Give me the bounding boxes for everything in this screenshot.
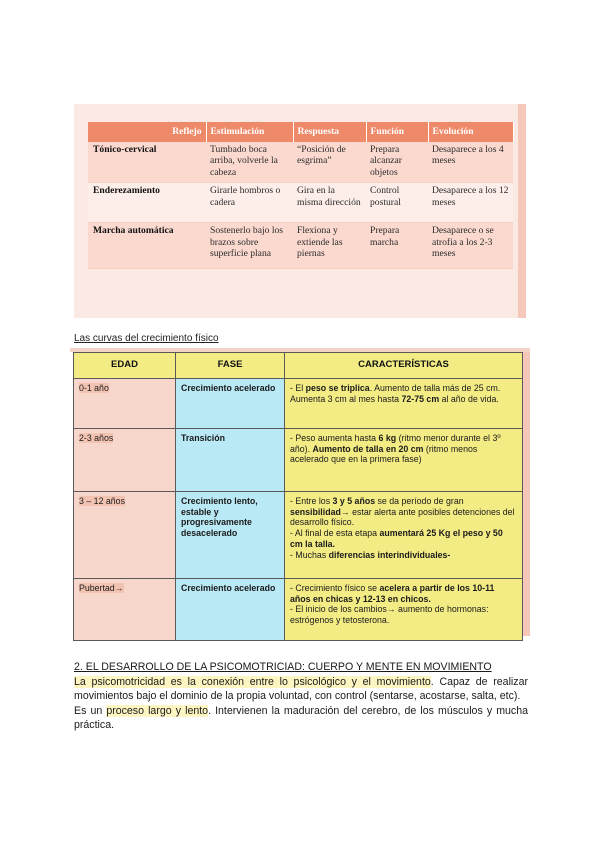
paragraph-text: . Intervienen la maduración del cerebro, de los músculos y mucha práctica. — [74, 704, 528, 732]
paragraph-2 — [74, 704, 528, 733]
growth-characteristics-cell — [285, 492, 523, 579]
growth-row — [74, 579, 523, 641]
bold-text: peso se triplica — [305, 383, 370, 393]
reflex-cell: Enderezamiento — [88, 183, 206, 223]
growth-characteristics-cell — [285, 429, 523, 492]
reflex-cell: Prepara alcanzar objetos — [366, 142, 428, 183]
cell-text: - Crecimiento físico se — [290, 583, 380, 593]
growth-age-cell — [74, 379, 176, 429]
psychomotricity-section — [74, 660, 528, 733]
reflex-header-row — [88, 122, 513, 142]
cell-text: . Aumento de talla más de 25 cm. Aumenta 3 cm al mes hasta — [290, 383, 501, 404]
paragraph-1 — [74, 675, 528, 704]
growth-header-row — [74, 353, 523, 379]
growth-characteristics-cell — [285, 579, 523, 641]
reflex-cell: Prepara marcha — [366, 223, 428, 269]
reflex-row — [88, 142, 513, 183]
growth-header-cell: FASE — [176, 353, 285, 379]
highlighted-text: proceso largo y lento — [106, 704, 209, 717]
growth-table-image — [70, 348, 530, 640]
bold-text: aumentará 25 Kg el peso y 50 cm la talla. — [290, 528, 503, 549]
cell-text: - Al final de esta etapa — [290, 528, 380, 539]
bold-text: acelera a partir de los 10-11 años en chicas y 12-13 en chicos. — [290, 583, 495, 604]
growth-phase-cell: Crecimiento acelerado — [176, 579, 285, 641]
growth-age-text: 2-3 años — [79, 433, 114, 443]
growth-age-text: Pubertad→ — [79, 583, 124, 593]
cell-text: al año de vida. — [439, 393, 499, 404]
reflex-cell: Flexiona y extiende las piernas — [293, 223, 366, 269]
growth-row — [74, 429, 523, 492]
reflex-header-cell: Evolución — [428, 122, 513, 142]
reflex-cell: Tumbado boca arriba, volverle la cabeza — [206, 142, 293, 183]
growth-age-text: 3 – 12 años — [79, 496, 125, 506]
growth-table — [73, 352, 523, 641]
bold-text: 6 kg — [378, 433, 397, 443]
reflex-row — [88, 223, 513, 269]
reflex-cell: Desaparece a los 4 meses — [428, 142, 513, 183]
growth-phase-cell: Crecimiento acelerado — [176, 379, 285, 429]
highlighted-text: La psicomotricidad es la conexión entre lo psicológico y el movimiento — [74, 675, 431, 688]
reflex-header-cell: Reflejo — [88, 122, 206, 142]
reflex-row — [88, 183, 513, 223]
cell-text: → estar alerta ante posibles detenciones del desarrollo físico. — [290, 506, 515, 528]
growth-row — [74, 492, 523, 579]
bold-text: diferencias interindividuales- — [328, 549, 451, 560]
reflex-cell: Marcha automática — [88, 223, 206, 269]
cell-text: - Entre los — [290, 496, 333, 506]
growth-age-cell — [74, 579, 176, 641]
cell-text: (ritmo menor durante el 3º año). — [290, 433, 501, 454]
reflex-cell: Desaparece o se atrofia a los 2-3 meses — [428, 223, 513, 269]
reflex-cell: Tónico-cervical — [88, 142, 206, 183]
reflex-table — [88, 122, 514, 269]
reflex-cell: Sostenerlo bajo los brazos sobre superficie plana — [206, 223, 293, 269]
bold-text: 3 y 5 años — [332, 496, 376, 506]
growth-header-cell: CARACTERÍSTICAS — [285, 353, 523, 379]
cell-text: (ritmo menos acelerado que en la primera fase) — [290, 443, 478, 465]
bold-text: Aumento de talla en 20 cm — [312, 443, 424, 454]
growth-row — [74, 379, 523, 429]
cell-text: - El — [290, 383, 306, 393]
reflex-header-cell: Estimulación — [206, 122, 293, 142]
cell-text: - Muchas — [290, 549, 329, 560]
paragraph-text: Es un — [74, 704, 107, 717]
cell-text: - El inicio de los cambios→ aumento de hormonas: estrógenos y tetosterona. — [290, 604, 489, 626]
growth-section-title: Las curvas del crecimiento físico — [74, 333, 219, 344]
growth-characteristics-cell — [285, 379, 523, 429]
reflex-cell: Control postural — [366, 183, 428, 223]
reflex-cell: “Posición de esgrima” — [293, 142, 366, 183]
growth-table-edge — [522, 352, 530, 636]
reflex-cell: Girarle hombros o cadera — [206, 183, 293, 223]
bold-text: 72-75 cm — [401, 393, 440, 404]
reflex-cell: Desaparece a los 12 meses — [428, 183, 513, 223]
section-heading: 2. EL DESARROLLO DE LA PSICOMOTRICIAD: CUERPO Y MENTE EN MOVIMIENTO — [74, 661, 492, 673]
growth-phase-cell: Crecimiento lento, estable y progresivamente desacelerado — [176, 492, 285, 579]
cell-text: se da período de gran — [375, 496, 464, 506]
paragraph-text: . Capaz de realizar movimientos bajo el dominio de la propia voluntad, con control (sentarse, acostarse, salta, etc). — [74, 675, 528, 703]
reflex-cell: Gira en la misma dirección — [293, 183, 366, 223]
reflex-header-cell: Función — [366, 122, 428, 142]
reflex-table-edge — [518, 104, 526, 318]
growth-age-cell — [74, 429, 176, 492]
bold-text: sensibilidad — [290, 506, 341, 517]
cell-text: - Peso aumenta hasta — [290, 433, 379, 443]
growth-phase-cell: Transición — [176, 429, 285, 492]
growth-age-cell — [74, 492, 176, 579]
growth-header-cell: EDAD — [74, 353, 176, 379]
growth-age-text: 0-1 año — [79, 383, 109, 393]
reflex-header-cell: Respuesta — [293, 122, 366, 142]
reflex-table-image — [74, 104, 526, 318]
